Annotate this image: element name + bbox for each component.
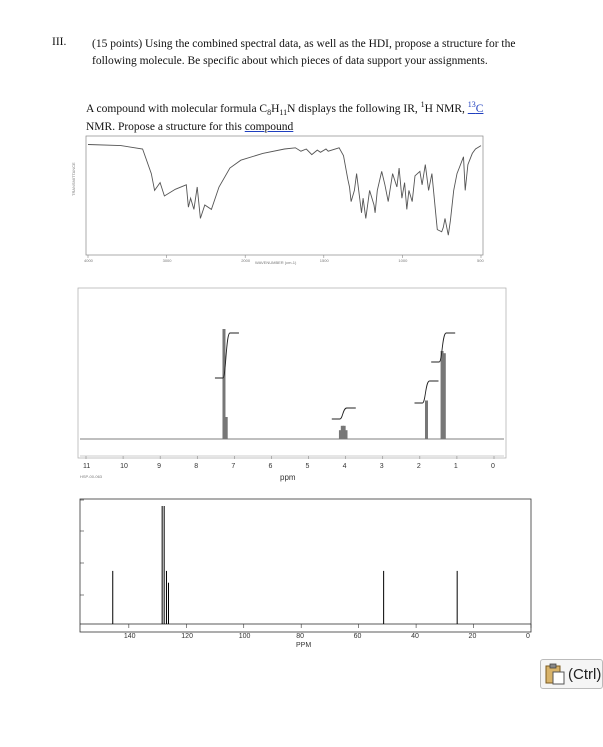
h-nmr-tick-label: 7 (231, 463, 236, 470)
paste-options-label: (Ctrl) (568, 665, 602, 683)
ir-tick-label: 2000 (241, 258, 251, 263)
h-nmr-tick-label: 6 (268, 463, 273, 470)
c-nmr-tick-label: 40 (411, 633, 419, 640)
h-nmr-integral (332, 408, 356, 419)
prompt-text: compound (244, 121, 294, 134)
h-nmr-integral (414, 381, 438, 403)
clipboard-icon (544, 663, 566, 685)
c-nmr-tick-label: 100 (238, 633, 251, 640)
h-nmr-sample-code: HSP-00-063 (80, 474, 103, 479)
h-nmr-peak (425, 401, 428, 440)
h-nmr-tick-label: 0 (491, 463, 495, 470)
h-nmr-chart (78, 288, 506, 482)
h-nmr-peak (225, 417, 228, 439)
isotope-superscript: 13 (467, 100, 476, 109)
h-nmr-tick-label: 9 (157, 463, 162, 470)
c-nmr-frame (80, 499, 531, 632)
ir-tick-label: 500 (477, 258, 484, 263)
c-nmr-tick-labels (80, 500, 531, 640)
c-nmr-x-label: PPM (296, 642, 312, 649)
ir-spectrum-chart (71, 136, 484, 265)
ir-frame (86, 136, 483, 255)
question-text: (15 points) Using the combined spectral data, as well as the HDI, propose a structure for the following molecule. Be specific about which pieces of data support your assignments. (92, 38, 516, 67)
c-nmr-chart (80, 499, 531, 649)
c-nmr-tick-label: 80 (296, 633, 304, 640)
c-nmr-tick-label: 20 (468, 633, 477, 640)
prompt-text: N displays the following IR, (287, 102, 421, 115)
prompt-text: H NMR, (424, 102, 468, 115)
ir-tick-label: 1500 (319, 258, 329, 263)
prompt-text: NMR. Propose a structure for this (86, 121, 245, 134)
h-nmr-peak (345, 430, 348, 439)
c-nmr-peaks (113, 506, 457, 624)
paste-options-button[interactable] (540, 659, 603, 689)
h-nmr-peaks (222, 329, 445, 439)
formula-subscript: 8 (267, 108, 272, 118)
h-nmr-peak (443, 353, 446, 439)
h-nmr-tick-label: 2 (416, 463, 421, 470)
ir-y-label: TRANSMITTANCE (71, 162, 76, 196)
isotope-superscript: 1 (420, 100, 425, 109)
ir-tick-label: 4000 (84, 258, 93, 263)
ir-x-label: WAVENUMBER (cm-1) (255, 260, 297, 265)
h-nmr-integral (215, 333, 239, 378)
question-number: III. (52, 36, 67, 48)
formula-subscript: 11 (279, 108, 288, 118)
prompt-text: H (271, 102, 280, 115)
h-nmr-tick-label: 1 (453, 463, 458, 470)
c-nmr-tick-label: 140 (123, 633, 136, 640)
prompt-text: C (475, 102, 484, 115)
c-nmr-tick-label: 0 (526, 633, 530, 640)
h-nmr-tick-label: 5 (305, 463, 310, 470)
h-nmr-tick-label: 11 (83, 463, 91, 470)
ir-trace (88, 145, 481, 236)
ir-tick-label: 1000 (398, 258, 408, 263)
h-nmr-tick-label: 4 (342, 463, 347, 470)
h-nmr-tick-label: 3 (379, 463, 384, 470)
h-nmr-tick-label: 8 (194, 463, 199, 470)
c-nmr-tick-label: 120 (181, 633, 193, 640)
h-nmr-integrals (215, 333, 455, 419)
prompt-text: A compound with molecular formula C (86, 102, 268, 115)
h-nmr-x-label: ppm (280, 473, 296, 482)
ir-tick-label: 3000 (162, 258, 172, 263)
h-nmr-tick-label: 10 (120, 463, 128, 470)
c-nmr-tick-label: 60 (353, 633, 362, 640)
